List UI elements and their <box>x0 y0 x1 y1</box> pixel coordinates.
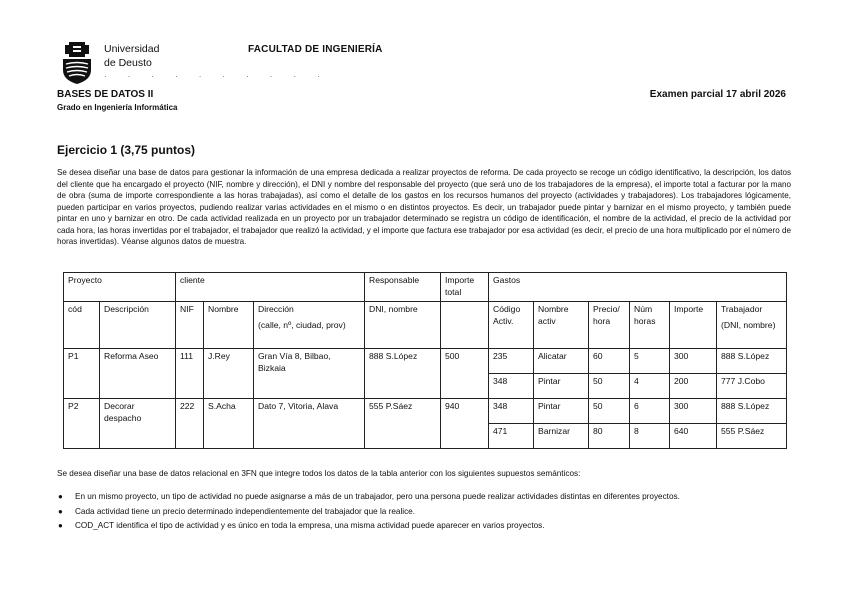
col-nombre-activ: Nombre activ <box>534 302 589 349</box>
degree-name: Grado en Ingeniería Informática <box>57 103 178 112</box>
list-item <box>57 519 792 532</box>
university-line2: de Deusto <box>104 56 152 69</box>
cell-horas: 5 <box>630 349 670 374</box>
cell-precio: 50 <box>589 399 630 424</box>
table-row <box>64 349 787 374</box>
col-direccion <box>254 302 365 349</box>
cell-actividad: Pintar <box>534 399 589 424</box>
exam-title: Examen parcial 17 abril 2026 <box>649 89 786 100</box>
bullet-icon: ● <box>58 492 63 501</box>
requirement-text: Cada actividad tiene un precio determinado independientemente del trabajador que la realice. <box>75 506 416 516</box>
cell-trabajador: 888 S.López <box>717 399 787 424</box>
cell-codigo: 471 <box>489 424 534 449</box>
sample-data-table <box>63 272 787 449</box>
university-name <box>104 43 159 70</box>
cell-precio: 60 <box>589 349 630 374</box>
cell-importe-total: 500 <box>441 349 489 399</box>
col-nif: NIF <box>176 302 204 349</box>
col-dni-nombre: DNI, nombre <box>365 302 441 349</box>
col-direccion-label: Dirección <box>258 304 294 314</box>
requirements-intro: Se desea diseñar una base de datos relacional en 3FN que integre todos los datos de la tabla anterior con los siguientes supuestos semánticos: <box>57 469 581 478</box>
col-trabajador-label: Trabajador <box>721 304 763 314</box>
cell-cod: P1 <box>64 349 100 399</box>
header-gastos: Gastos <box>489 273 787 302</box>
col-descripcion: Descripción <box>100 302 176 349</box>
cell-horas: 6 <box>630 399 670 424</box>
exercise-intro: Se desea diseñar una base de datos para gestionar la información de una empresa dedicada a realizar proyectos de reforma. De cada proyecto se recoge un código identificativo, la descripción, los datos del cliente que ha encargado el proyecto (NIF, nombre y dirección), el DNI y nombre del responsable del proyecto (que será uno de los trabajadores de la empresa), el importe total a facturar por la mano de obra (suma de importe correspondiente a las horas trabajadas), así como el detalle de los gastos en los recursos humanos del proyecto (actividades y trabajadores). Los trabajadores lógicamente, pueden participar en varios proyectos, pudiendo realizar varias actividades en el mismo o en distintos proyectos. Es decir, un trabajador puede pintar y barnizar en el mismo proyecto, y también puede pintar en uno y barnizar en otro. De cada actividad realizada en un proyecto por un trabajador determinado se registra un código de identificación, el nombre de la actividad, el precio de la actividad por cada hora, las horas invertidas por el trabajador, el trabajador que realizó la actividad, y el importe que factura ese trabajador por esa actividad (es decir, el precio de una hora multiplicado por el número de horas invertidas). Véanse algunos datos de muestra. <box>57 168 791 246</box>
col-importe: Importe <box>670 302 717 349</box>
cell-trabajador: 555 P.Sáez <box>717 424 787 449</box>
cell-precio: 80 <box>589 424 630 449</box>
cell-codigo: 235 <box>489 349 534 374</box>
cell-actividad: Barnizar <box>534 424 589 449</box>
cell-direccion: Dato 7, Vitoria, Alava <box>254 399 365 449</box>
cell-nombre: J.Rey <box>204 349 254 399</box>
list-item <box>57 490 792 503</box>
cell-importe-total: 940 <box>441 399 489 449</box>
cell-codigo: 348 <box>489 399 534 424</box>
col-direccion-detail: (calle, nº, ciudad, prov) <box>258 319 346 330</box>
cell-actividad: Alicatar <box>534 349 589 374</box>
cell-codigo: 348 <box>489 374 534 399</box>
cell-importe: 200 <box>670 374 717 399</box>
decorative-dots: · · · · · · · · · · <box>104 72 330 81</box>
exercise-title: Ejercicio 1 (3,75 puntos) <box>57 143 196 157</box>
header-cliente: cliente <box>176 273 365 302</box>
cell-cod: P2 <box>64 399 100 449</box>
col-importe-total-empty <box>441 302 489 349</box>
table-group-header-row <box>64 273 787 302</box>
cell-descripcion: Reforma Aseo <box>100 349 176 399</box>
table-row <box>64 399 787 424</box>
course-name: BASES DE DATOS II <box>57 89 154 100</box>
cell-trabajador: 888 S.López <box>717 349 787 374</box>
col-precio-hora: Precio/ hora <box>589 302 630 349</box>
cell-actividad: Pintar <box>534 374 589 399</box>
col-nombre: Nombre <box>204 302 254 349</box>
requirement-text: COD_ACT identifica el tipo de actividad y es único en toda la empresa, una misma actividad puede aparecer en varios proyectos. <box>75 521 545 530</box>
cell-responsable: 555 P.Sáez <box>365 399 441 449</box>
cell-importe: 640 <box>670 424 717 449</box>
col-codigo-activ: Código Activ. <box>489 302 534 349</box>
cell-trabajador: 777 J.Cobo <box>717 374 787 399</box>
cell-nif: 111 <box>176 349 204 399</box>
cell-nif: 222 <box>176 399 204 449</box>
header-importe-total: Importe total <box>441 273 489 302</box>
cell-precio: 50 <box>589 374 630 399</box>
faculty-name: FACULTAD DE INGENIERÍA <box>248 44 383 55</box>
cell-importe: 300 <box>670 399 717 424</box>
cell-horas: 8 <box>630 424 670 449</box>
requirements-list <box>57 490 792 534</box>
col-trabajador <box>717 302 787 349</box>
cell-importe: 300 <box>670 349 717 374</box>
table-column-header-row <box>64 302 787 349</box>
list-item <box>57 505 792 518</box>
requirement-text: En un mismo proyecto, un tipo de actividad no puede asignarse a más de un trabajador, pero una persona puede realizar actividades distintas en diferentes proyectos. <box>75 492 680 501</box>
bullet-icon: ● <box>58 506 63 516</box>
cell-descripcion: Decorar despacho <box>100 399 176 449</box>
cell-nombre: S.Acha <box>204 399 254 449</box>
header-proyecto: Proyecto <box>64 273 176 302</box>
header-responsable: Responsable <box>365 273 441 302</box>
col-trabajador-detail: (DNI, nombre) <box>721 319 776 330</box>
cell-responsable: 888 S.López <box>365 349 441 399</box>
col-cod: cód <box>64 302 100 349</box>
cell-horas: 4 <box>630 374 670 399</box>
cell-direccion: Gran Vía 8, Bilbao, Bizkaia <box>254 349 365 399</box>
university-line1: Universidad <box>104 43 160 55</box>
col-num-horas: Núm horas <box>630 302 670 349</box>
deusto-logo-icon <box>61 42 93 84</box>
bullet-icon: ● <box>58 521 63 530</box>
